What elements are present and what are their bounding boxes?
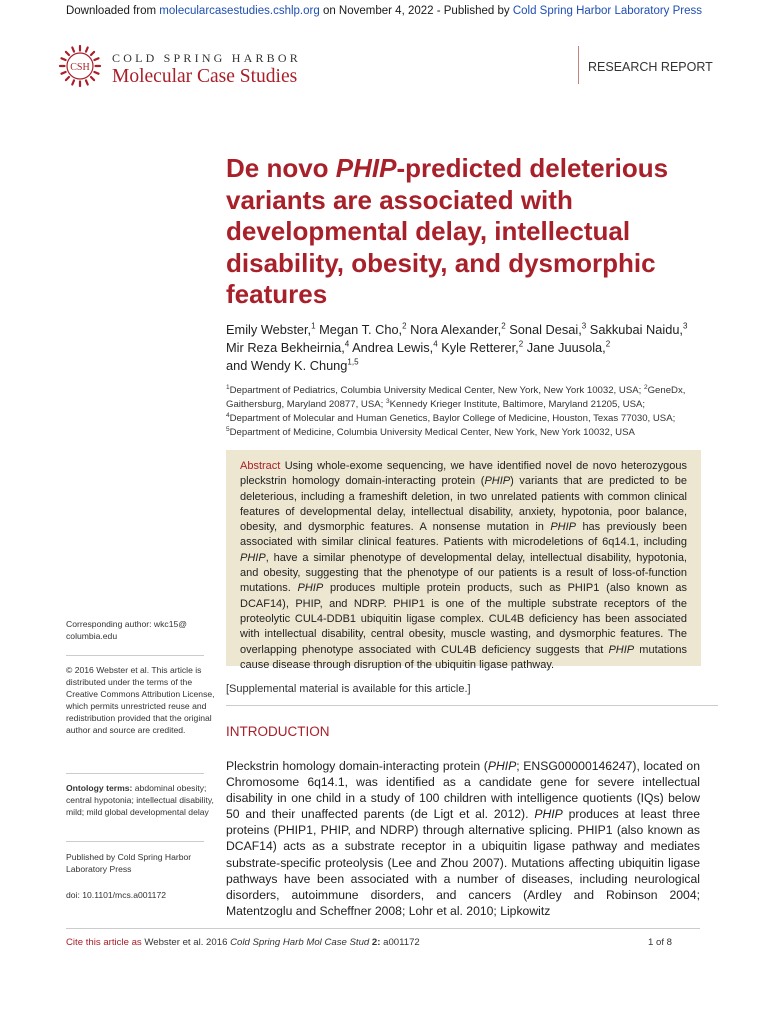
author-name: Kyle Retterer, — [441, 340, 519, 355]
abstract-fragment: produces multiple protein products, such as PHIP1 (also known as DCAF14), PHIP, and NDRP. PHIP1 is one of the multiple substrate receptors of the proteolytic CUL4-DDB1 ubiquitin ligase complex. CUL4B deficiency has been associated with intellectual disability, central obesity, muscle wasting, and dysmorphic features. The overlapping phenotype associated with CUL4B deficiency suggests that — [240, 582, 687, 656]
introduction-text — [226, 758, 700, 919]
cite-label-link[interactable]: Cite this article as — [66, 937, 142, 948]
affiliation-mark: 4 — [226, 411, 230, 419]
cite-volume: 2: — [369, 937, 381, 948]
article-type-label: RESEARCH REPORT — [588, 60, 713, 74]
download-banner — [0, 5, 768, 17]
title-prefix: De novo — [226, 153, 336, 183]
author-name: Sakkubai Naidu, — [589, 322, 683, 337]
affiliation-mark: 2 — [643, 383, 648, 391]
author-affiliation-mark: 2 — [402, 321, 407, 331]
affiliation-text: Department of Pediatrics, Columbia University Medical Center, New York, New York 10032, USA; — [229, 385, 644, 396]
gene-name: PHIP — [608, 643, 635, 656]
header-divider — [578, 46, 579, 84]
cite-article: a001172 — [380, 937, 420, 948]
affiliation-text: GeneDx, Gaithersburg, Maryland 20877, USA; — [226, 385, 686, 410]
gene-name: PHIP — [534, 807, 563, 822]
logo-text: CSH — [70, 62, 90, 73]
page-number: 1 of 8 — [648, 937, 673, 948]
author-name: Sonal Desai, — [509, 322, 582, 337]
introduction-heading: INTRODUCTION — [226, 724, 330, 739]
author-name: Jane Juusola, — [526, 340, 606, 355]
brand-top-line: COLD SPRING HARBOR — [112, 51, 301, 65]
abstract-fragment: mutations cause disease through disruption of the ubiquitin ligase pathway. — [240, 643, 687, 671]
title-gene: PHIP — [335, 153, 397, 183]
affiliation-text: Department of Medicine, Columbia University Medical Center, New York, New York 10032, USA — [229, 427, 635, 438]
download-publisher-link[interactable]: Cold Spring Harbor Laboratory Press — [512, 5, 703, 17]
section-divider — [226, 705, 718, 706]
article-title — [226, 153, 696, 311]
author-affiliation-mark: 2 — [605, 339, 611, 349]
author-affiliation-mark: 2 — [501, 321, 506, 331]
author-name: Nora Alexander, — [410, 322, 502, 337]
author-name: and Wendy K. Chung — [226, 358, 348, 373]
sidebar-divider — [66, 773, 204, 774]
abstract-heading: Abstract — [240, 460, 281, 472]
gene-name: PHIP — [487, 759, 517, 773]
author-affiliation-mark: 2 — [518, 339, 524, 349]
affiliation-mark: 3 — [385, 397, 390, 405]
sidebar-divider — [66, 655, 204, 656]
affiliation-text: Kennedy Krieger Institute, Baltimore, Maryland 21205, USA; — [389, 399, 646, 410]
affiliation-list — [226, 384, 716, 440]
gene-name: PHIP — [240, 551, 266, 564]
abstract-fragment: has previously been associated with similar clinical features. Patients with microdeletions of 6q14.1, including — [240, 521, 687, 549]
ontology-terms — [66, 782, 216, 818]
sidebar-divider — [66, 841, 204, 842]
journal-name: Molecular Case Studies — [112, 66, 298, 87]
abstract-fragment: ) variants that are predicted to be deleterious, including a frameshift deletion, in two unrelated patients with common clinical features of developmental delay, intellectual disability, anxiety, hypotonia, poor balance, obesity, and dysmorphic features. A nonsense mutation in — [240, 475, 687, 534]
cite-authors: Webster et al. 2016 — [141, 937, 231, 948]
corresponding-author: Corresponding author: wkc15@ columbia.edu — [66, 619, 187, 641]
download-middle: on November 4, 2022 - Published by — [319, 5, 513, 17]
intro-fragment: Pleckstrin homology domain-interacting protein ( — [226, 759, 488, 773]
gene-name: PHIP — [297, 582, 324, 595]
intro-fragment: produces at least three proteins (PHIP1, PHIP, and NDRP) through alternative splicing. PHIP1 (also known as DCAF14) acts as a substrate receptor in a ubiquitin ligase pathway and mediates substrate-specific proteolysis (Lee and Zhou 2007). Mutations affecting ubiquitin ligase pathways have been associated with a number of diseases, including neurological disorders, autoimmune disorders, and cancers (Ardley and Robinson 2004; Matentzoglu and Scheffner 2008; Lohr et al. 2010; Lipkowitz — [226, 807, 700, 918]
doi[interactable]: doi: 10.1101/mcs.a001172 — [66, 890, 167, 900]
license-note: © 2016 Webster et al. This article is distributed under the terms of the Creative Commons Attribution License, which permits unrestricted reuse and redistribution provided that the original author and source are credited. — [66, 665, 215, 735]
author-name: Megan T. Cho, — [319, 322, 403, 337]
ontology-label: Ontology terms: — [66, 783, 133, 793]
download-prefix: Downloaded from — [65, 5, 160, 17]
author-affiliation-mark: 4 — [344, 339, 350, 349]
abstract-text — [240, 459, 687, 673]
supplemental-note: [Supplemental material is available for this article.] — [226, 683, 471, 695]
ontology-list: abdominal obesity; central hypotonia; intellectual disability, mild; mild global developmental delay — [66, 783, 214, 817]
affiliation-mark: 1 — [226, 383, 230, 391]
citation-line — [66, 937, 420, 948]
affiliation-mark: 5 — [226, 425, 230, 433]
author-name: Mir Reza Bekheirnia, — [226, 340, 345, 355]
intro-fragment: ; ENSG00000146247), located on Chromosome 6q14.1, was identified as a candidate gene for severe intellectual disability in one child in a study of 100 children with intelligence quotients (IQs) below 50 and their unaffected parents (de Ligt et al. 2012). — [226, 759, 700, 822]
csh-logo-icon — [58, 44, 102, 88]
download-site-link[interactable]: molecularcasestudies.cshlp.org — [159, 5, 320, 17]
author-affiliation-mark: 1 — [311, 321, 316, 331]
author-name: Emily Webster, — [226, 322, 312, 337]
affiliation-text: Department of Molecular and Human Genetics, Baylor College of Medicine, Houston, Texas 77030, USA; — [229, 413, 676, 424]
title-rest: -predicted deleterious variants are associated with developmental delay, intellectual disability, obesity, and dysmorphic features — [226, 153, 669, 309]
footer-divider — [66, 928, 700, 929]
author-affiliation-mark: 3 — [581, 321, 587, 331]
author-name: Andrea Lewis, — [352, 340, 434, 355]
author-list — [226, 321, 716, 375]
author-affiliation-mark: 4 — [433, 339, 438, 349]
cite-journal: Cold Spring Harb Mol Case Stud — [230, 937, 370, 948]
author-affiliation-mark: 1,5 — [347, 357, 359, 367]
author-affiliation-mark: 3 — [683, 321, 688, 331]
abstract-fragment: , have a similar phenotype of developmental delay, intellectual disability, hypotonia, and obesity, suggesting that the phenotype of our patients is a result of loss-of-function mutations. — [240, 551, 687, 595]
gene-name: PHIP — [550, 521, 577, 534]
gene-name: PHIP — [484, 475, 511, 488]
published-by-note: Published by Cold Spring Harbor Laboratory Press — [66, 852, 192, 874]
abstract-fragment: Using whole-exome sequencing, we have identified novel de novo heterozygous pleckstrin homology domain-interacting protein ( — [240, 460, 687, 488]
